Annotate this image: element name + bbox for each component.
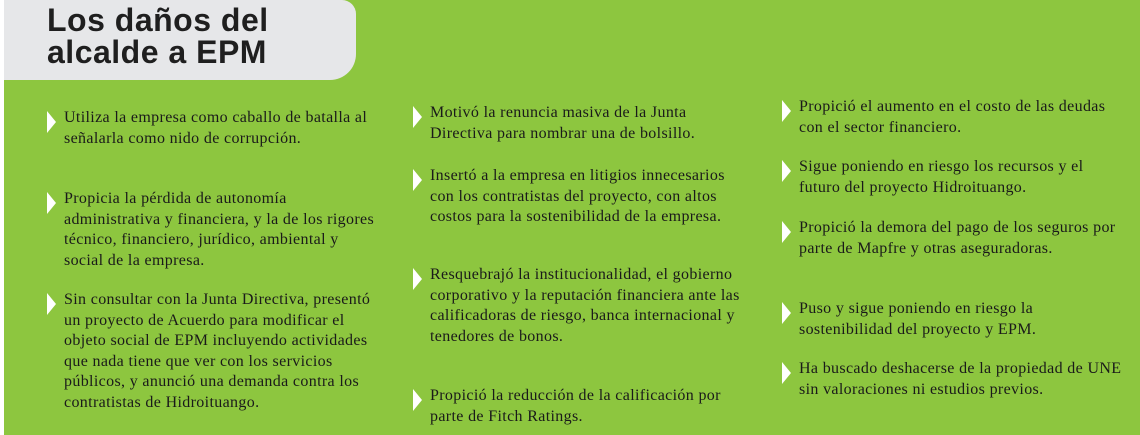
- title-line-2: alcalde a EPM: [47, 34, 267, 70]
- arrow-bullet-icon: [47, 192, 56, 214]
- arrow-bullet-icon: [782, 362, 791, 384]
- arrow-bullet-icon: [782, 221, 791, 243]
- list-item: [47, 189, 377, 271]
- list-item-text: Propició el aumento en el costo de las deudas con el sector financiero.: [799, 98, 1106, 136]
- list-item-text: Motivó la renuncia masiva de la Junta Directiva para nombrar una de bolsillo.: [430, 104, 696, 142]
- list-item: [782, 218, 1122, 259]
- list-item: [413, 386, 743, 427]
- list-item-text: Propicia la pérdida de autonomía administrativa y financiera, y la de los rigores técnico, financiero, jurídico, ambiental y social de la empresa.: [64, 190, 375, 269]
- page-title: [47, 4, 269, 68]
- list-item: [782, 359, 1122, 400]
- list-item-text: Sigue poniendo en riesgo los recursos y el futuro del proyecto Hidroituango.: [799, 158, 1084, 196]
- arrow-bullet-icon: [47, 111, 56, 133]
- list-item-text: Resquebrajó la institucionalidad, el gobierno corporativo y la reputación financiera ante las calificadoras de riesgo, banca internacional y tenedores de bonos.: [430, 266, 740, 345]
- arrow-bullet-icon: [413, 106, 422, 128]
- arrow-bullet-icon: [782, 100, 791, 122]
- arrow-bullet-icon: [413, 268, 422, 290]
- list-item: [782, 299, 1122, 340]
- title-line-1: Los daños del: [47, 2, 269, 38]
- arrow-bullet-icon: [413, 389, 422, 411]
- list-item: [782, 97, 1122, 138]
- list-item-text: Propició la demora del pago de los seguros por parte de Mapfre y otras aseguradoras.: [799, 219, 1116, 257]
- list-item-text: Insertó a la empresa en litigios innecesarios con los contratistas del proyecto, con altos costos para la sostenibilidad de la empresa.: [430, 167, 725, 225]
- list-item-text: Propició la reducción de la calificación por parte de Fitch Ratings.: [430, 387, 721, 425]
- arrow-bullet-icon: [413, 169, 422, 191]
- list-item-text: Puso y sigue poniendo en riesgo la sostenibilidad del proyecto y EPM.: [799, 300, 1037, 338]
- list-item: [782, 157, 1122, 198]
- list-item: [47, 108, 377, 149]
- list-item: [47, 290, 377, 413]
- infographic-panel: [4, 0, 1140, 435]
- arrow-bullet-icon: [782, 160, 791, 182]
- arrow-bullet-icon: [782, 302, 791, 324]
- list-item: [413, 265, 743, 347]
- arrow-bullet-icon: [47, 293, 56, 315]
- title-box: [4, 0, 356, 80]
- list-item: [413, 103, 743, 144]
- list-item-text: Utiliza la empresa como caballo de batalla al señalarla como nido de corrupción.: [64, 109, 368, 147]
- list-item-text: Ha buscado deshacerse de la propiedad de UNE sin valoraciones ni estudios previos.: [799, 360, 1122, 398]
- list-item: [413, 166, 743, 228]
- list-item-text: Sin consultar con la Junta Directiva, presentó un proyecto de Acuerdo para modificar el objeto social de EPM incluyendo actividades que nada tiene que ver con los servicios públicos, y anunció una demanda contra los contratistas de Hidroituango.: [64, 291, 371, 411]
